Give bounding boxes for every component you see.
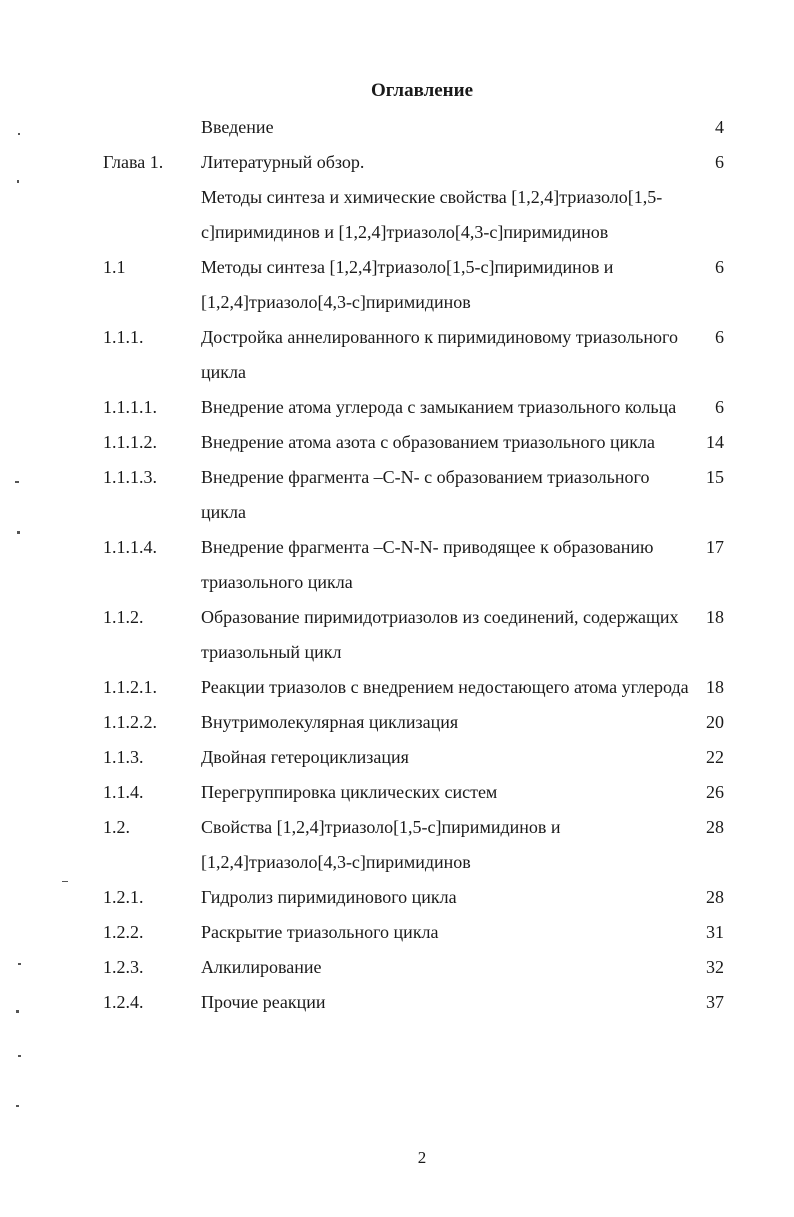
toc-entry-text: Внедрение фрагмента –C-N-N- приводящее к образованию триазольного цикла	[201, 537, 654, 592]
toc-entry-page: 4	[715, 117, 724, 137]
toc-entry-page: 28	[706, 887, 724, 907]
toc-entry-page: 6	[715, 397, 724, 417]
toc-entry-number: 1.1.4.	[103, 782, 144, 802]
toc-title: Оглавление	[370, 80, 474, 101]
toc-entry-text: Введение	[201, 117, 274, 137]
toc-entry	[0, 810, 794, 880]
toc-entry-page: 6	[715, 327, 724, 347]
toc-entry-text: Свойства [1,2,4]триазоло[1,5-с]пиримидинов и [1,2,4]триазоло[4,3-с]пиримидинов	[201, 817, 561, 872]
toc-entry-number: 1.1.1.2.	[103, 432, 157, 452]
toc-entry-number: 1.1.3.	[103, 747, 144, 767]
toc-list	[0, 110, 794, 1020]
toc-entry-page: 6	[715, 152, 724, 172]
toc-entry	[0, 950, 794, 985]
scan-speck	[62, 881, 68, 882]
toc-entry-page: 26	[706, 782, 724, 802]
toc-entry-text: Двойная гетероциклизация	[201, 747, 409, 767]
toc-entry-number: Глава 1.	[103, 152, 164, 172]
toc-entry-text: Методы синтеза и химические свойства [1,2,4]триазоло[1,5-с]пиримидинов и [1,2,4]триазоло[4,3-с]пиримидинов	[201, 187, 663, 242]
toc-entry-number: 1.2.	[103, 817, 130, 837]
toc-entry-number: 1.1	[103, 257, 126, 277]
scan-speck	[18, 1055, 21, 1057]
toc-entry-number: 1.2.1.	[103, 887, 144, 907]
toc-entry	[0, 915, 794, 950]
toc-entry-number: 1.1.1.	[103, 327, 144, 347]
toc-entry	[0, 775, 794, 810]
toc-entry-page: 18	[706, 607, 724, 627]
toc-entry-text: Внутримолекулярная циклизация	[201, 712, 459, 732]
toc-entry-page: 28	[706, 817, 724, 837]
toc-entry	[0, 530, 794, 600]
toc-entry-text: Литературный обзор.	[201, 152, 365, 172]
toc-entry-page: 18	[706, 677, 724, 697]
toc-entry	[0, 460, 794, 530]
toc-entry-text: Прочие реакции	[201, 992, 326, 1012]
toc-entry-page: 14	[706, 432, 724, 452]
toc-entry	[0, 110, 794, 145]
toc-entry	[0, 425, 794, 460]
toc-entry	[0, 670, 794, 705]
toc-entry	[0, 180, 794, 250]
toc-entry-text: Перегруппировка циклических систем	[201, 782, 498, 802]
scan-speck	[16, 1105, 19, 1107]
toc-entry-page: 20	[706, 712, 724, 732]
toc-entry-text: Реакции триазолов с внедрением недостающего атома углерода	[201, 677, 689, 697]
toc-entry-number: 1.1.2.1.	[103, 677, 157, 697]
toc-entry-page: 31	[706, 922, 724, 942]
toc-entry-text: Гидролиз пиримидинового цикла	[201, 887, 457, 907]
toc-entry-page: 17	[706, 537, 724, 557]
toc-entry-number: 1.1.2.	[103, 607, 144, 627]
page-number: 2	[417, 1148, 427, 1167]
toc-entry-number: 1.1.1.4.	[103, 537, 157, 557]
toc-entry-number: 1.2.2.	[103, 922, 144, 942]
scan-speck	[15, 481, 19, 483]
toc-entry-text: Внедрение атома углерода с замыканием триазольного кольца	[201, 397, 677, 417]
toc-entry-page: 22	[706, 747, 724, 767]
toc-entry-text: Алкилирование	[201, 957, 322, 977]
toc-entry-text: Достройка аннелированного к пиримидиновому триазольного цикла	[201, 327, 678, 382]
toc-entry-page: 15	[706, 467, 724, 487]
toc-entry-number: 1.2.4.	[103, 992, 144, 1012]
toc-entry-text: Методы синтеза [1,2,4]триазоло[1,5-с]пиримидинов и [1,2,4]триазоло[4,3-с]пиримидинов	[201, 257, 614, 312]
toc-entry	[0, 390, 794, 425]
toc-entry-number: 1.1.2.2.	[103, 712, 157, 732]
toc-entry-number: 1.1.1.1.	[103, 397, 157, 417]
toc-entry-text: Внедрение атома азота с образованием триазольного цикла	[201, 432, 655, 452]
toc-entry	[0, 705, 794, 740]
toc-entry-page: 6	[715, 257, 724, 277]
toc-entry-number: 1.1.1.3.	[103, 467, 157, 487]
toc-entry	[0, 320, 794, 390]
toc-entry	[0, 740, 794, 775]
toc-entry-page: 37	[706, 992, 724, 1012]
toc-entry	[0, 880, 794, 915]
toc-entry-text: Внедрение фрагмента –C-N- с образованием триазольного цикла	[201, 467, 650, 522]
toc-entry-text: Образование пиримидотриазолов из соединений, содержащих триазольный цикл	[201, 607, 679, 662]
toc-entry	[0, 145, 794, 180]
toc-entry	[0, 250, 794, 320]
scan-speck	[18, 133, 20, 135]
toc-entry-number: 1.2.3.	[103, 957, 144, 977]
scan-speck	[16, 1010, 19, 1013]
scan-speck	[18, 963, 21, 965]
scan-speck	[17, 180, 19, 183]
toc-entry	[0, 985, 794, 1020]
toc-entry	[0, 600, 794, 670]
toc-entry-text: Раскрытие триазольного цикла	[201, 922, 439, 942]
toc-entry-page: 32	[706, 957, 724, 977]
scan-speck	[17, 531, 20, 534]
